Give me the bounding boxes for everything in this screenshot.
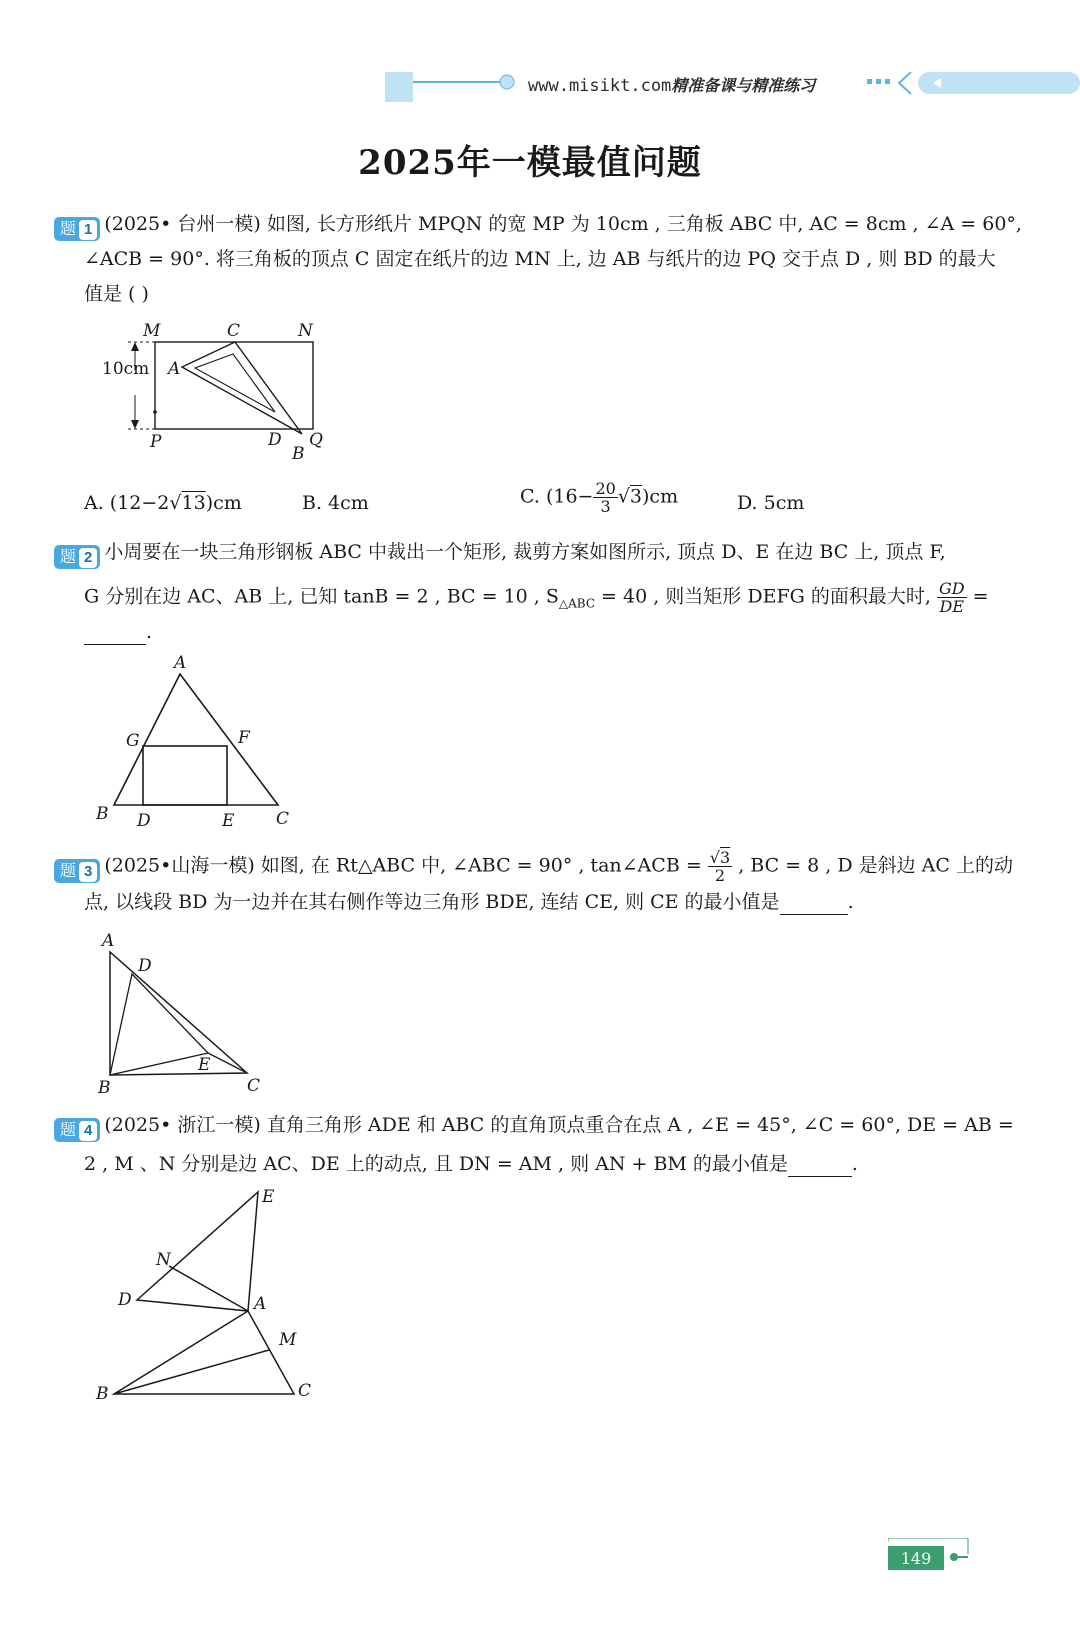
header-band-dot [500, 75, 514, 89]
q1-dim-arrow-up [131, 342, 139, 351]
page-title: 2025年一模最值问题 [358, 143, 702, 183]
q2-label-B: B [96, 804, 109, 824]
q2-label-C: C [276, 809, 290, 829]
q3-label-C: C [247, 1076, 261, 1095]
q1-triangle-outer [182, 342, 302, 434]
q1-label-M: M [143, 321, 161, 341]
q3-figure [90, 925, 290, 1095]
q1-label-P: P [150, 432, 162, 452]
q2-label-A: A [174, 653, 187, 673]
q2-line-2: G 分别在边 AC、AB 上, 已知 tanB = 2 , BC = 10 , $S_{\triangle ABC} = 40$ , 则当矩形 DEFG 的面积最大时, $\frac{GD}{DE}$ = [84, 579, 989, 616]
header-band-sq3 [885, 79, 890, 84]
q2-label-F: F [238, 728, 250, 748]
q1-option-d[interactable]: D. 5cm [737, 492, 805, 514]
q1-option-a[interactable]: A. (12−2√13)cm [84, 492, 242, 514]
page-number: 149 [900, 1549, 932, 1568]
header-chevron-icon [899, 72, 911, 94]
header-text [528, 73, 815, 96]
header-band-right [918, 72, 1080, 94]
q1-line-3: 值是 ( ) [84, 283, 149, 305]
q2-label-E: E [222, 811, 235, 830]
header-band-sq1 [867, 79, 872, 84]
q1-figure [90, 320, 350, 470]
q1-option-b[interactable]: B. 4cm [302, 492, 369, 514]
q3-label-B: B [98, 1078, 111, 1095]
q1-label-Q: Q [309, 430, 323, 450]
q2-label-G: G [126, 731, 140, 751]
q3-answer-blank[interactable] [780, 890, 848, 915]
q4-triangle-abc [114, 1311, 294, 1394]
q1-dot-mp [153, 410, 157, 414]
q3-line-2: 点, 以线段 BD 为一边并在其右侧作等边三角形 BDE, 连结 CE, 则 CE 的最小值是 . [84, 891, 854, 913]
q4-label-A: A [254, 1294, 267, 1314]
q2-answer-blank[interactable]: . [84, 620, 152, 645]
header-site: www.misikt.com [528, 76, 672, 96]
q1-label-D: D [268, 430, 282, 450]
q4-label-E: E [262, 1187, 275, 1207]
q3-triangle-abc [110, 952, 247, 1075]
q2-figure [90, 650, 310, 830]
q1-tag: 题 1 [54, 217, 100, 241]
q4-label-B: B [96, 1384, 109, 1404]
q4-line-1: 题 4 (2025• 浙江一模) 直角三角形 ADE 和 ABC 的直角顶点重合在点 A , ∠E = 45°, ∠C = 60°, DE = AB = [54, 1113, 1014, 1142]
q1-dim-arrow-down [131, 420, 139, 429]
header-band-sq2 [876, 79, 881, 84]
q1-line-1: 题 1 (2025• 台州一模) 如图, 长方形纸片 MPQN 的宽 MP 为 10cm , 三角板 ABC 中, AC = 8cm , ∠A = 60°, [54, 212, 1022, 241]
q4-segment-bm [114, 1350, 269, 1394]
q3-triangle-bde [110, 974, 208, 1075]
q4-line-2: 2 , M 、N 分别是边 AC、DE 上的动点, 且 DN = AM , 则 AN + BM 的最小值是 . [84, 1153, 858, 1175]
q1-width-label: 10cm [102, 359, 150, 379]
header-slogan: 精准备课与精准练习 [671, 76, 816, 95]
page-number-badge [888, 1538, 970, 1570]
q2-label-D: D [137, 811, 151, 830]
q3-line-1: 题 3 (2025•山海一模) 如图, 在 Rt△ABC 中, ∠ABC = 90° , tan∠ACB = $\frac{√3}{2}$ , BC = 8 , D 是斜边 AC 上的动 [54, 849, 1013, 884]
q1-triangle-inner [195, 354, 275, 412]
q1-label-B: B [292, 444, 305, 464]
q4-tag: 题 4 [54, 1118, 100, 1142]
q2-tag: 题 2 [54, 545, 100, 569]
q4-label-C: C [298, 1381, 312, 1401]
q2-rect-defg [143, 746, 227, 805]
q1-option-c[interactable]: C. (16− $\frac{20}{3}$ √3)cm [520, 479, 679, 516]
q1-label-N: N [298, 321, 313, 341]
q1-label-C: C [227, 321, 241, 341]
q3-label-A: A [102, 931, 115, 951]
q2-line-1: 题 2 小周要在一块三角形钢板 ABC 中裁出一个矩形, 裁剪方案如图所示, 顶点 D、E 在边 BC 上, 顶点 F, [54, 540, 946, 569]
q3-label-E: E [198, 1055, 211, 1075]
q1-line-2: ∠ACB = 90°. 将三角板的顶点 C 固定在纸片的边 MN 上, 边 AB 与纸片的边 PQ 交于点 D , 则 BD 的最大 [84, 248, 996, 270]
q4-label-M: M [279, 1330, 297, 1350]
q4-label-D: D [118, 1290, 132, 1310]
q4-figure [90, 1180, 330, 1420]
q3-tag: 题 3 [54, 859, 100, 883]
q4-label-N: N [156, 1250, 171, 1270]
q4-answer-blank[interactable] [788, 1152, 852, 1177]
header-band-left-block [385, 72, 413, 102]
q1-label-A: A [168, 359, 181, 379]
q3-label-D: D [138, 956, 152, 976]
